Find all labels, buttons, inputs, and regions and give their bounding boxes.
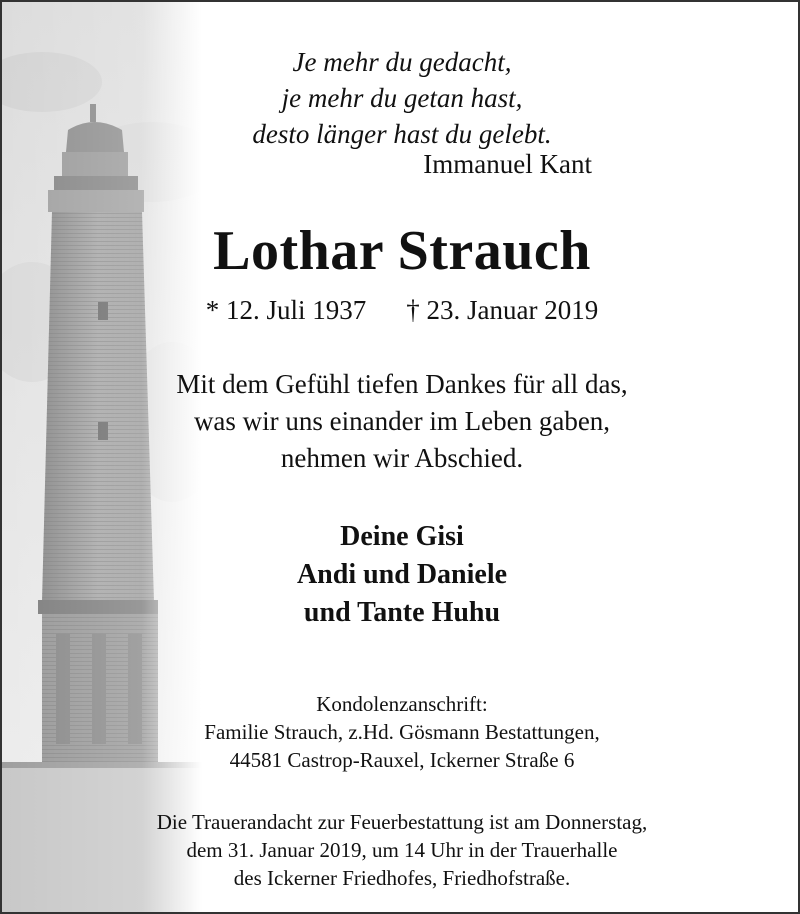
notice-content <box>2 2 798 912</box>
birth-date: * 12. Juli 1937 <box>205 295 367 325</box>
quote-line: desto länger hast du gelebt. <box>252 119 552 149</box>
mourner-line: Andi und Daniele <box>296 559 508 590</box>
service-line: dem 31. Januar 2019, um 14 Uhr in der Trauerhalle <box>186 838 618 862</box>
deceased-name: Lothar Strauch <box>213 220 591 282</box>
death-date: † 23. Januar 2019 <box>406 295 599 325</box>
service-line: Die Trauerandacht zur Feuerbestattung ist am Donnerstag, <box>156 810 648 834</box>
mourner-line: Deine Gisi <box>340 521 464 552</box>
service-line: des Ickerner Friedhofes, Friedhofstraße. <box>233 866 571 890</box>
funeral-service-info <box>2 808 800 892</box>
farewell-message <box>2 366 800 477</box>
quote-author: Immanuel Kant <box>423 149 592 179</box>
message-line: Mit dem Gefühl tiefen Dankes für all das, <box>176 369 628 399</box>
message-line: was wir uns einander im Leben gaben, <box>193 406 611 436</box>
address-line: Familie Strauch, z.Hd. Gösmann Bestattungen, <box>204 720 600 744</box>
quote-line: je mehr du getan hast, <box>281 83 523 113</box>
mourners <box>2 518 800 632</box>
condolence-address <box>2 690 800 774</box>
address-line: Kondolenzanschrift: <box>316 692 488 716</box>
quote <box>162 44 642 152</box>
life-dates <box>2 292 800 328</box>
message-line: nehmen wir Abschied. <box>280 443 524 473</box>
address-line: 44581 Castrop-Rauxel, Ickerner Straße 6 <box>229 748 575 772</box>
mourner-line: und Tante Huhu <box>303 597 501 628</box>
quote-line: Je mehr du gedacht, <box>292 47 512 77</box>
